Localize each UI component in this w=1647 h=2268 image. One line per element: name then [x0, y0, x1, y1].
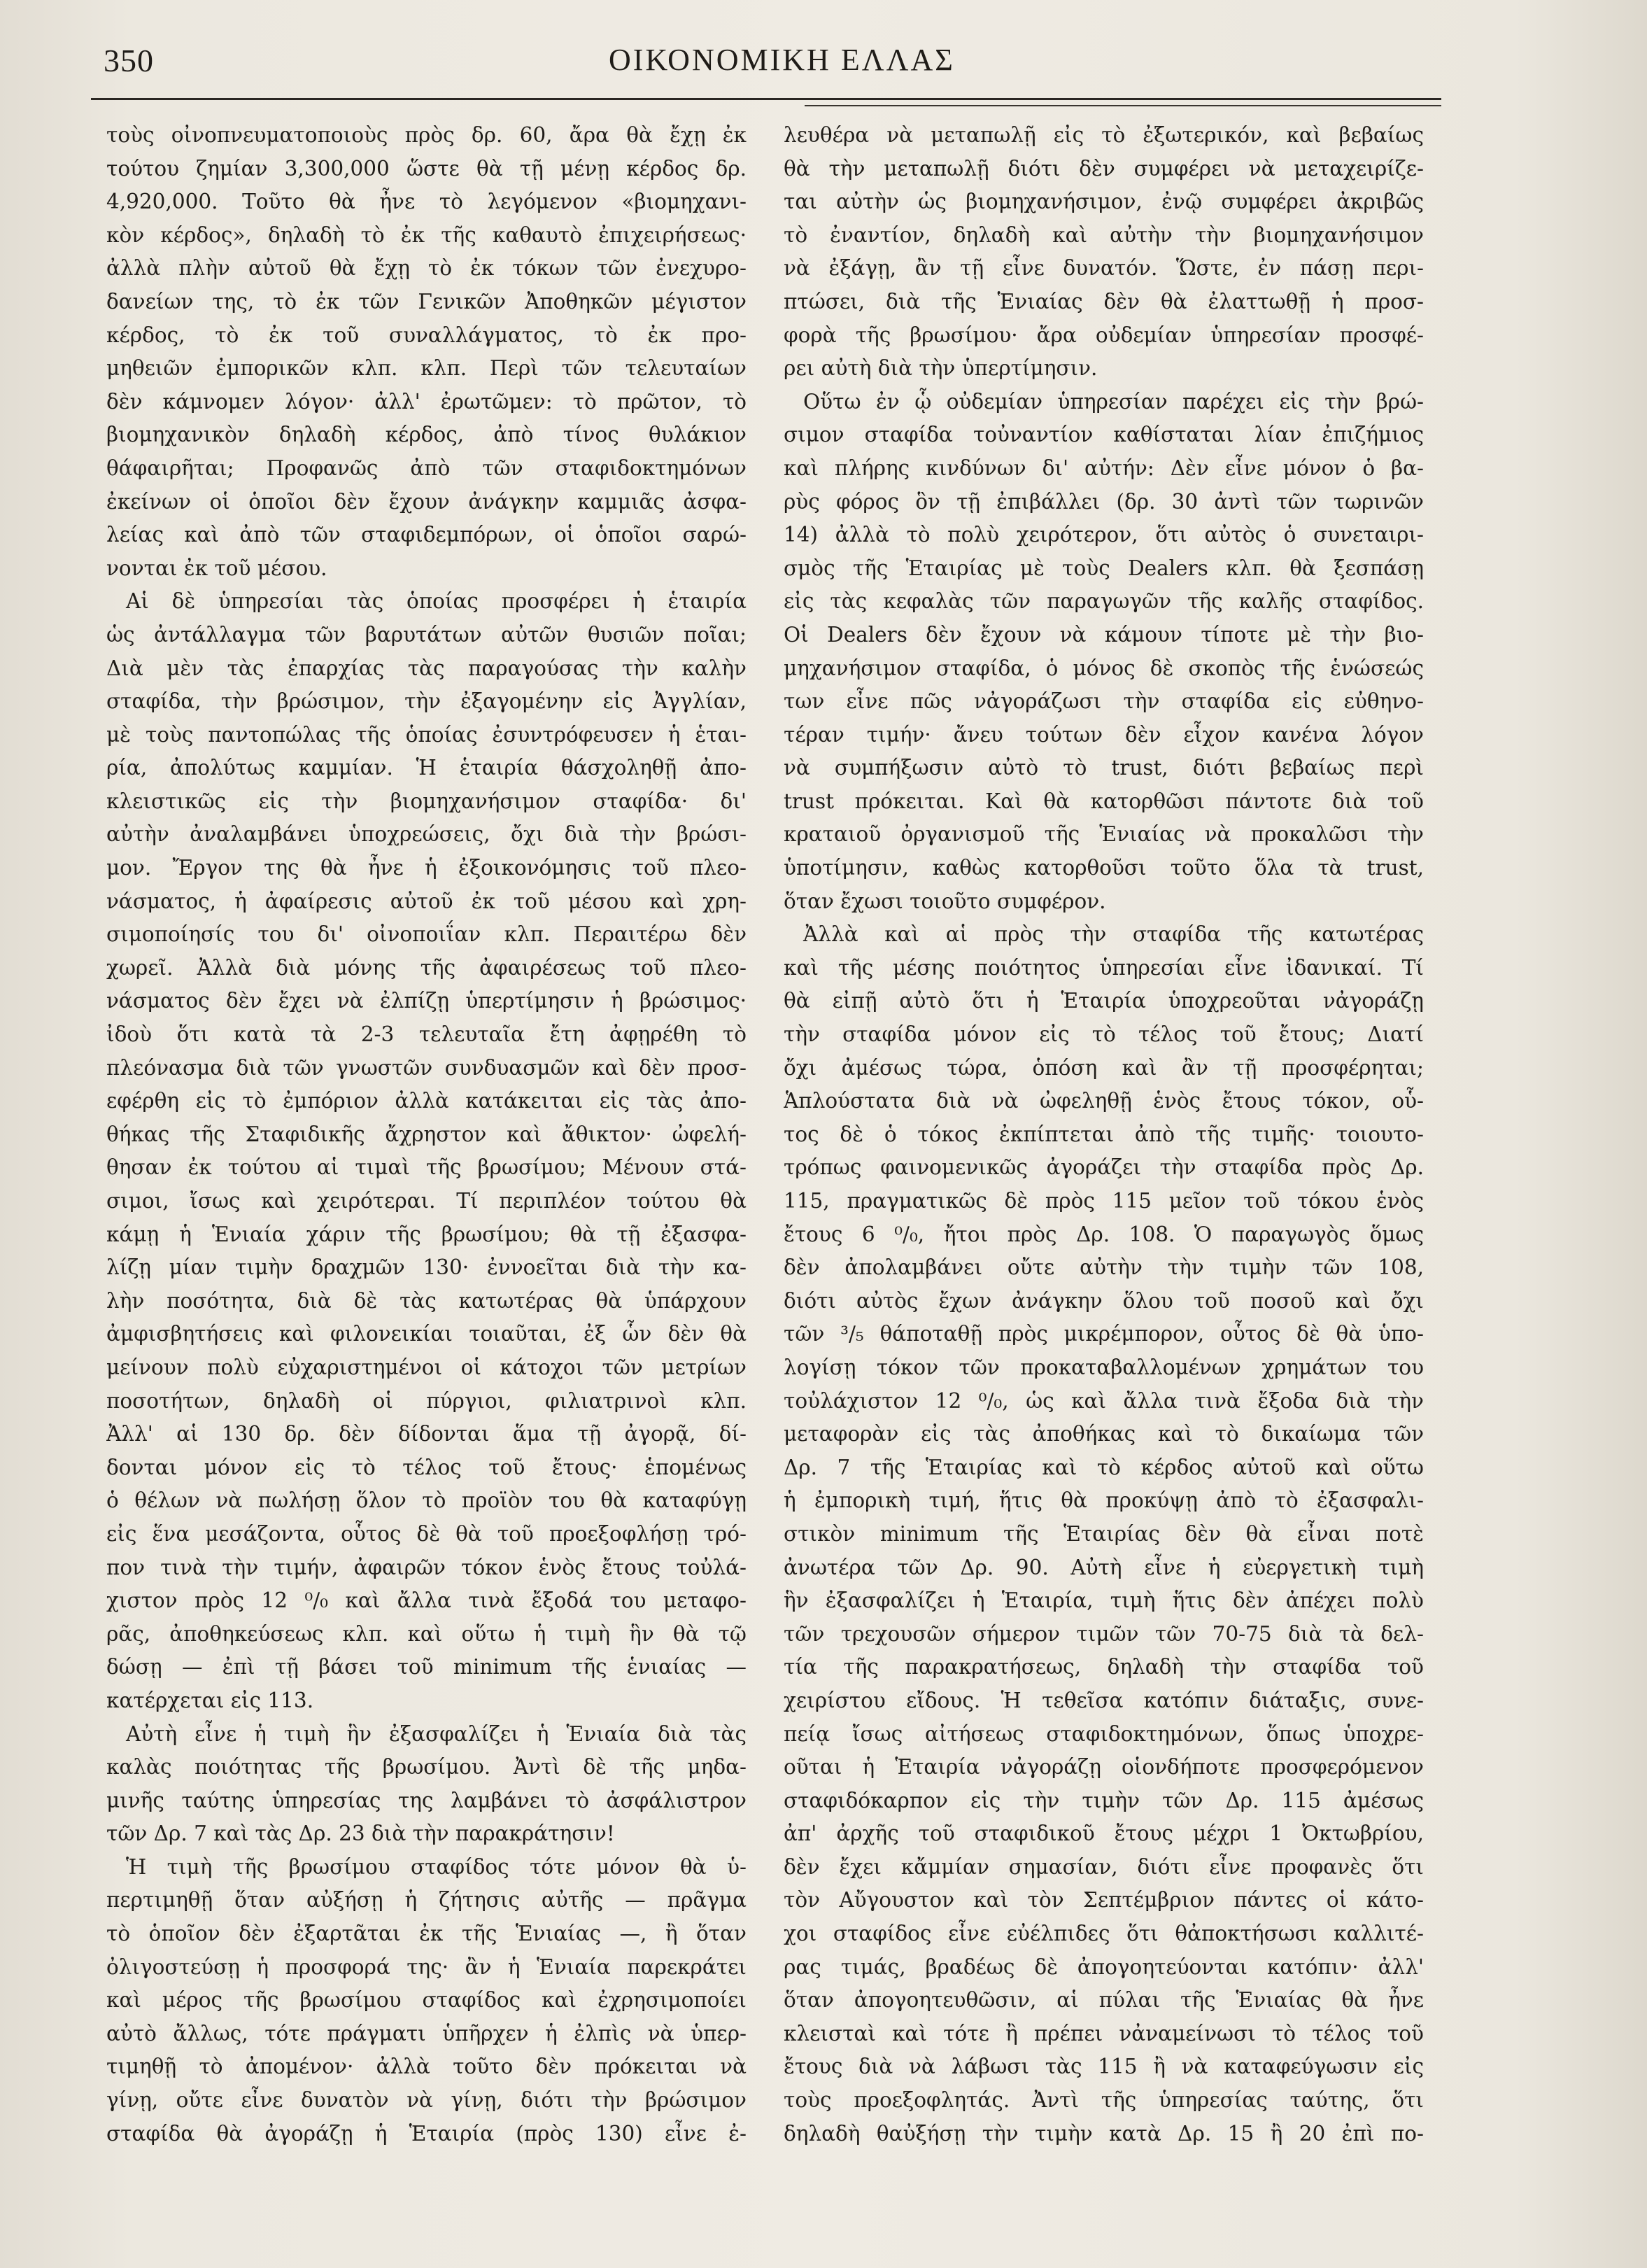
text-column-right — [784, 119, 1424, 2150]
text-line: χειρίστου εἴδους. Ἡ τεθεῖσα κατόπιν διάταξις, συνε- — [784, 1688, 1424, 1712]
text-line: δονται μόνον εἰς τὸ τέλος τοῦ ἔτους· ἑπομένως — [106, 1455, 747, 1479]
text-line: ἡ ἐμπορικὴ τιμή, ἥτις θὰ προκύψῃ ἀπὸ τὸ ἐξασφαλι- — [784, 1488, 1424, 1513]
text-line: ται αὐτὴν ὡς βιομηχανήσιμον, ἐνῷ συμφέρει ἀκριβῶς — [784, 190, 1424, 214]
text-line: Οὕτω ἐν ᾧ οὐδεμίαν ὑπηρεσίαν παρέχει εἰς τὴν βρώ- — [803, 389, 1424, 414]
text-line: λογίσῃ τόκον τῶν προκαταβαλλομένων χρημάτων του — [784, 1355, 1424, 1379]
text-column-left — [106, 119, 747, 2150]
text-line: τοὺς οἰνοπνευματοποιοὺς πρὸς δρ. 60, ἄρα θὰ ἔχῃ ἐκ — [106, 123, 747, 147]
text-line: δώσῃ — ἐπὶ τῇ βάσει τοῦ minimum τῆς ἑνιαίας — — [106, 1655, 747, 1679]
text-line: μὲ τοὺς παντοπώλας τῆς ὁποίας ἐσυντρόφευσεν ἡ ἑται- — [106, 722, 747, 747]
text-line: Ἀλλὰ καὶ αἱ πρὸς τὴν σταφίδα τῆς κατωτέρας — [803, 922, 1424, 947]
text-line: τιμηθῇ τὸ ἀπομένον· ἀλλὰ τοῦτο δὲν πρόκειται νὰ — [106, 2055, 747, 2079]
text-line: θησαν ἐκ τούτου αἱ τιμαὶ τῆς βρωσίμου; Μένουν στά- — [106, 1155, 747, 1180]
header-rule-secondary — [805, 105, 1441, 106]
text-line: 115, πραγματικῶς δὲ πρὸς 115 μεῖον τοῦ τόκου ἑνὸς — [784, 1189, 1424, 1213]
text-line: ποσοτήτων, δηλαδὴ οἱ πύργιοι, φιλιατρινοὶ κλπ. — [106, 1388, 747, 1413]
text-line: πείᾳ ἴσως αἰτήσεως σταφιδοκτημόνων, ὅπως ὑποχρε- — [784, 1721, 1424, 1746]
text-line: μεταφορὰν εἰς τὰς ἀποθήκας καὶ τὸ δικαίωμα τῶν — [784, 1422, 1424, 1446]
text-line: τῶν Δρ. 7 καὶ τὰς Δρ. 23 διὰ τὴν παρακράτησιν! — [106, 1822, 615, 1846]
text-line: ἰδοὺ ὅτι κατὰ τὰ 2-3 τελευταῖα ἔτη ἀφῃρέθη τὸ — [106, 1022, 747, 1047]
text-line: λὴν ποσότητα, διὰ δὲ τὰς κατωτέρας θὰ ὑπάρχουν — [106, 1288, 747, 1313]
text-line: λείας καὶ ἀπὸ τῶν σταφιδεμπόρων, οἱ ὁποῖοι σαρώ- — [106, 523, 747, 547]
text-line: κάμῃ ἡ Ἑνιαία χάριν τῆς βρωσίμου; θὰ τῇ ἐξασφα- — [106, 1222, 747, 1246]
text-line: ἀλλὰ πλὴν αὐτοῦ θὰ ἔχῃ τὸ ἐκ τόκων τῶν ἐνεχυρο- — [106, 256, 747, 281]
text-line: διότι αὐτὸς ἔχων ἀνάγκην ὅλου τοῦ ποσοῦ καὶ ὄχι — [784, 1288, 1424, 1313]
text-line: σιμον σταφίδα τοὐναντίον καθίσταται λίαν ἐπιζήμιος — [784, 423, 1424, 447]
text-line: χωρεῖ. Ἀλλὰ διὰ μόνης τῆς ἀφαιρέσεως τοῦ πλεο- — [106, 955, 747, 980]
text-line: ρας τιμάς, βραδέως δὲ ἀπογοητεύονται κατόπιν· ἀλλ' — [784, 1954, 1424, 1979]
text-line: εφέρθη εἰς τὸ ἐμπόριον ἀλλὰ κατάκειται εἰς τὰς ἀπο- — [106, 1089, 747, 1113]
text-line: σιμοποίησίς του δι' οἰνοποιΐαν κλπ. Περαιτέρω δὲν — [106, 922, 747, 947]
text-line: τῶν τρεχουσῶν σήμερον τιμῶν τῶν 70-75 διὰ τὰ δελ- — [784, 1621, 1424, 1646]
text-line: καὶ τῆς μέσης ποιότητος ὑπηρεσίαι εἶνε ἰδανικαί. Τί — [784, 955, 1424, 980]
text-line: θὰ εἰπῇ αὐτὸ ὅτι ἡ Ἑταιρία ὑποχρεοῦται νἀγοράζῃ — [784, 989, 1424, 1013]
text-line: τὸν Αὔγουστον καὶ τὸν Σεπτέμβριον πάντες οἱ κάτο- — [784, 1888, 1424, 1913]
text-line: ὄχι ἀμέσως τώρα, ὁπόση καὶ ἂν τῇ προσφέρηται; — [784, 1055, 1424, 1080]
text-line: κραταιοῦ ὀργανισμοῦ τῆς Ἑνιαίας νὰ προκαλῶσι τὴν — [784, 822, 1424, 847]
text-line: ἀπ' ἀρχῆς τοῦ σταφιδικοῦ ἔτους μέχρι 1 Ὀκτωβρίου, — [784, 1822, 1424, 1846]
text-line: λίζῃ μίαν τιμὴν δραχμῶν 130· ἐννοεῖται διὰ τὴν κα- — [106, 1255, 747, 1280]
text-line: τοὐλάχιστον 12 ⁰/₀, ὡς καὶ ἄλλα τινὰ ἔξοδα διὰ τὴν — [784, 1388, 1424, 1413]
text-line: Δρ. 7 τῆς Ἑταιρίας καὶ τὸ κέρδος αὐτοῦ καὶ οὕτω — [784, 1455, 1424, 1479]
text-line: ὑποτίμησιν, καθὼς κατορθοῦσι τοῦτο ὅλα τὰ trust, — [784, 856, 1424, 880]
text-line: ὡς ἀντάλλαγμα τῶν βαρυτάτων αὐτῶν θυσιῶν ποῖαι; — [106, 622, 747, 647]
text-line: κὸν κέρδος», δηλαδὴ τὸ ἐκ τῆς καθαυτὸ ἐπιχειρήσεως· — [106, 223, 747, 247]
text-line: Ἀλλ' αἱ 130 δρ. δὲν δίδονται ἅμα τῇ ἀγορᾷ, δί- — [106, 1422, 747, 1446]
text-line: σμὸς τῆς Ἑταιρίας μὲ τοὺς Dealers κλπ. θὰ ξεσπάσῃ — [784, 556, 1424, 580]
text-line: μηθειῶν ἐμπορικῶν κλπ. κλπ. Περὶ τῶν τελευταίων — [106, 356, 747, 381]
text-line: Ἁπλούστατα διὰ νὰ ὠφεληθῇ ἑνὸς ἔτους τόκον, οὗ- — [784, 1089, 1424, 1113]
text-line: ἔτους 6 ⁰/₀, ἤτοι πρὸς Δρ. 108. Ὁ παραγωγὸς ὅμως — [784, 1222, 1424, 1246]
text-line: κλειστικῶς εἰς τὴν βιομηχανήσιμον σταφίδα· δι' — [106, 789, 747, 813]
text-line: χιστον πρὸς 12 ⁰/₀ καὶ ἄλλα τινὰ ἔξοδά του μεταφο- — [106, 1589, 747, 1613]
text-line: ρει αὐτὴ διὰ τὴν ὑπερτίμησιν. — [784, 356, 1098, 381]
text-line: Οἱ Dealers δὲν ἔχουν νὰ κάμουν τίποτε μὲ τὴν βιο- — [784, 622, 1424, 647]
text-line: δὲν κάμνομεν λόγον· ἀλλ' ἐρωτῶμεν: τὸ πρῶτον, τὸ — [106, 389, 747, 414]
text-line: ὅταν ἔχωσι τοιοῦτο συμφέρον. — [784, 889, 1106, 913]
text-line: τὴν σταφίδα μόνον εἰς τὸ τέλος τοῦ ἔτους; Διατί — [784, 1022, 1424, 1047]
text-line: ρὺς φόρος ὃν τῇ ἐπιβάλλει (δρ. 30 ἀντὶ τῶν τωρινῶν — [784, 489, 1424, 514]
text-line: θήκας τῆς Σταφιδικῆς ἄχρηστον καὶ ἄθικτον· ὠφελή- — [106, 1122, 747, 1146]
text-line: δανείων της, τὸ ἐκ τῶν Γενικῶν Ἀποθηκῶν μέγιστον — [106, 289, 747, 314]
text-line: μείνουν πολὺ εὐχαριστημένοι οἱ κάτοχοι τῶν μετρίων — [106, 1355, 747, 1379]
text-line: οῦται ἡ Ἑταιρία νἀγοράζῃ οἱονδήποτε προσφερόμενον — [784, 1755, 1424, 1780]
text-line: πτώσει, διὰ τῆς Ἑνιαίας δὲν θὰ ἐλαττωθῇ ἡ προσ- — [784, 289, 1424, 314]
text-line: Αὐτὴ εἶνε ἡ τιμὴ ἣν ἐξασφαλίζει ἡ Ἑνιαία διὰ τὰς — [126, 1721, 747, 1746]
text-line: ὅταν ἀπογοητευθῶσιν, αἱ πύλαι τῆς Ἑνιαίας θὰ ἦνε — [784, 1988, 1424, 2013]
text-line: βιομηχανικὸν δηλαδὴ κέρδος, ἀπὸ τίνος θυλάκιον — [106, 423, 747, 447]
text-line: νὰ ἐξάγῃ, ἂν τῇ εἶνε δυνατόν. Ὥστε, ἐν πάσῃ περι- — [784, 256, 1424, 281]
text-line: σταφίδα θὰ ἀγοράζῃ ἡ Ἑταιρία (πρὸς 130) εἶνε ἐ- — [106, 2121, 747, 2146]
text-line: ἀμφισβητήσεις καὶ φιλονεικίαι τοιαῦται, ἐξ ὧν δὲν θὰ — [106, 1322, 747, 1346]
text-line: 14) ἀλλὰ τὸ πολὺ χειρότερον, ὅτι αὐτὸς ὁ συνεταιρι- — [784, 523, 1424, 547]
text-line: μηχανήσιμον σταφίδα, ὁ μόνος δὲ σκοπὸς τῆς ἑνώσεώς — [784, 656, 1424, 680]
text-line: των εἶνε πῶς νἀγοράζωσι τὴν σταφίδα εἰς εὐθηνο- — [784, 689, 1424, 714]
text-line: περτιμηθῇ ὅταν αὐξήσῃ ἡ ζήτησις αὐτῆς — πρᾶγμα — [106, 1888, 747, 1913]
text-line: πον τινὰ τὴν τιμήν, ἀφαιρῶν τόκον ἑνὸς ἔτους τοὐλά- — [106, 1555, 747, 1579]
text-line: τὸ ἐναντίον, δηλαδὴ καὶ αὐτὴν τὴν βιομηχανήσιμον — [784, 223, 1424, 247]
text-line: ὁ θέλων νὰ πωλήσῃ ὅλον τὸ προϊὸν του θὰ καταφύγῃ — [106, 1488, 747, 1513]
text-line: τούτου ζημίαν 3,300,000 ὥστε θὰ τῇ μένῃ κέρδος δρ. — [106, 156, 747, 181]
text-line: τὸ ὁποῖον δὲν ἐξαρτᾶται ἐκ τῆς Ἑνιαίας —, ἢ ὅταν — [106, 1922, 747, 1946]
text-line: ἐκείνων οἱ ὁποῖοι δὲν ἔχουν ἀνάγκην καμμιᾶς ἀσφα- — [106, 489, 747, 514]
text-line: καὶ πλήρης κινδύνων δι' αὐτήν: Δὲν εἶνε μόνον ὁ βα- — [784, 456, 1424, 480]
text-line: trust πρόκειται. Καὶ θὰ κατορθῶσι πάντοτε διὰ τοῦ — [784, 789, 1424, 813]
text-line: νάσματος δὲν ἔχει νὰ ἐλπίζῃ ὑπερτίμησιν ἡ βρώσιμος· — [106, 989, 747, 1013]
text-line: ἔτους διὰ νὰ λάβωσι τὰς 115 ἢ νὰ καταφεύγωσιν εἰς — [784, 2055, 1424, 2079]
text-line: σιμοι, ἴσως καὶ χειρότεραι. Τί περιπλέον τούτου θὰ — [106, 1189, 747, 1213]
text-line: τῶν ³/₅ θάποταθῇ πρὸς μικρέμπορον, οὗτος δὲ θὰ ὑπο- — [784, 1322, 1424, 1346]
text-line: τέραν τιμήν· ἄνευ τούτων δὲν εἶχον κανένα λόγον — [784, 722, 1424, 747]
text-line: καὶ μέρος τῆς βρωσίμου σταφίδος καὶ ἐχρησιμοποίει — [106, 1988, 747, 2013]
text-line: νάσματος, ἡ ἀφαίρεσις αὐτοῦ ἐκ τοῦ μέσου καὶ χρη- — [106, 889, 747, 913]
text-line: γίνῃ, οὔτε εἶνε δυνατὸν νὰ γίνῃ, διότι τὴν βρώσιμον — [106, 2088, 747, 2113]
text-line: 4,920,000. Τοῦτο θὰ ἦνε τὸ λεγόμενον «βιομηχανι- — [106, 190, 747, 214]
text-line: δὲν ἀπολαμβάνει οὔτε αὐτὴν τὴν τιμὴν τῶν 108, — [784, 1255, 1424, 1280]
text-line: δὲν ἔχει κἄμμίαν σημασίαν, διότι εἶνε προφανὲς ὅτι — [784, 1854, 1424, 1879]
text-line: Διὰ μὲν τὰς ἐπαρχίας τὰς παραγούσας τὴν καλὴν — [106, 656, 747, 680]
text-line: ὀλιγοστεύσῃ ἡ προσφορά της· ἂν ἡ Ἑνιαία παρεκράτει — [106, 1954, 747, 1979]
text-line: κέρδος, τὸ ἐκ τοῦ συναλλάγματος, τὸ ἐκ προ- — [106, 323, 747, 347]
text-line: νὰ συμπήξωσιν αὐτὸ τὸ trust, διότι βεβαίως περὶ — [784, 756, 1424, 780]
text-line: λευθέρα νὰ μεταπωλῇ εἰς τὸ ἐξωτερικόν, καὶ βεβαίως — [784, 123, 1424, 147]
text-line: εἰς ἕνα μεσάζοντα, οὗτος δὲ θὰ τοῦ προεξοφλήσῃ τρό- — [106, 1521, 747, 1546]
text-line: εἰς τὰς κεφαλὰς τῶν παραγωγῶν τῆς καλῆς σταφίδος. — [784, 589, 1424, 614]
text-line: ρᾶς, ἀποθηκεύσεως κλπ. καὶ οὕτω ἡ τιμὴ ἣν θὰ τῷ — [106, 1621, 747, 1646]
text-line: δηλαδὴ θαὐξήσῃ τὴν τιμὴν κατὰ Δρ. 15 ἢ 20 ἐπὶ πο- — [784, 2121, 1424, 2146]
text-line: νονται ἐκ τοῦ μέσου. — [106, 556, 327, 580]
text-line: στικὸν minimum τῆς Ἑταιρίας δὲν θὰ εἶναι ποτὲ — [784, 1521, 1424, 1546]
text-line: ρία, ἀπολύτως καμμίαν. Ἡ ἑταιρία θάσχοληθῇ ἀπο- — [106, 756, 747, 780]
text-line: αὐτὸ ἄλλως, τότε πράγματι ὑπῆρχεν ἡ ἐλπὶς νὰ ὑπερ- — [106, 2021, 747, 2045]
text-line: χοι σταφίδος εἶνε εὐέλπιδες ὅτι θἀποκτήσωσι καλλιτέ- — [784, 1922, 1424, 1946]
header-rule — [91, 98, 1441, 100]
text-line: κατέρχεται εἰς 113. — [106, 1688, 314, 1712]
text-line: πλεόνασμα διὰ τῶν γνωστῶν συνδυασμῶν καὶ δὲν προσ- — [106, 1055, 747, 1080]
text-line: σταφίδα, τὴν βρώσιμον, τὴν ἐξαγομένην εἰς Ἀγγλίαν, — [106, 689, 747, 714]
text-line: Αἱ δὲ ὑπηρεσίαι τὰς ὁποίας προσφέρει ἡ ἑταιρία — [126, 589, 747, 614]
text-line: αὐτὴν ἀναλαμβάνει ὑποχρεώσεις, ὄχι διὰ τὴν βρώσι- — [106, 822, 747, 847]
text-line: τρόπως φαινομενικῶς ἀγοράζει τὴν σταφίδα πρὸς Δρ. — [784, 1155, 1424, 1180]
text-line: μινῆς ταύτης ὑπηρεσίας της λαμβάνει τὸ ἀσφάλιστρον — [106, 1788, 747, 1812]
text-line: καλὰς ποιότητας τῆς βρωσίμου. Ἀντὶ δὲ τῆς μηδα- — [106, 1755, 747, 1780]
text-line: ἀνωτέρα τῶν Δρ. 90. Αὐτὴ εἶνε ἡ εὐεργετικὴ τιμὴ — [784, 1555, 1424, 1579]
text-line: σταφιδόκαρπον εἰς τὴν τιμὴν τῶν Δρ. 115 ἀμέσως — [784, 1788, 1424, 1812]
text-line: μον. Ἔργον της θὰ ἦνε ἡ ἐξοικονόμησις τοῦ πλεο- — [106, 856, 747, 880]
text-line: τος δὲ ὁ τόκος ἐκπίπτεται ἀπὸ τῆς τιμῆς· τοιουτο- — [784, 1122, 1424, 1146]
text-line: θάφαιρῆται; Προφανῶς ἀπὸ τῶν σταφιδοκτημόνων — [106, 456, 747, 480]
text-line: κλεισταὶ καὶ τότε ἢ πρέπει νἀναμείνωσι τὸ τέλος τοῦ — [784, 2021, 1424, 2045]
running-head: ΟΙΚΟΝΟΜΙΚΗ ΕΛΛΑΣ — [609, 43, 955, 77]
text-line: τία τῆς παρακρατήσεως, δηλαδὴ τὴν σταφίδα τοῦ — [784, 1655, 1424, 1679]
page-number: 350 — [104, 43, 154, 78]
text-line: τοὺς προεξοφλητάς. Ἀντὶ τῆς ὑπηρεσίας ταύτης, ὅτι — [784, 2088, 1424, 2113]
text-line: φορὰ τῆς βρωσίμου· ἄρα οὐδεμίαν ὑπηρεσίαν προσφέ- — [784, 323, 1424, 347]
text-line: Ἡ τιμὴ τῆς βρωσίμου σταφίδος τότε μόνον θὰ ὑ- — [126, 1854, 747, 1879]
text-line: θὰ τὴν μεταπωλῇ διότι δὲν συμφέρει νὰ μεταχειρίζε- — [784, 156, 1424, 181]
page-header — [91, 42, 1441, 84]
text-line: ἣν ἐξασφαλίζει ἡ Ἑταιρία, τιμὴ ἥτις δὲν ἀπέχει πολὺ — [784, 1589, 1424, 1613]
